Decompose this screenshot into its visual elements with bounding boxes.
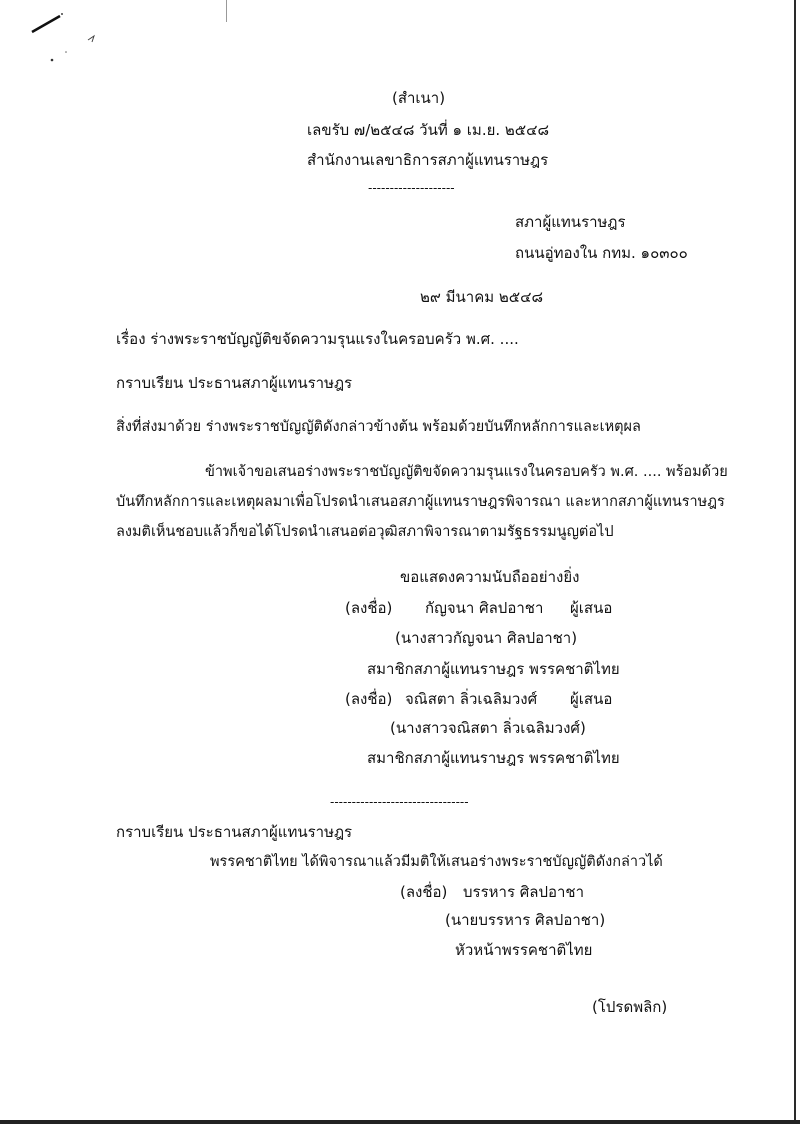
scan-mark-icon — [30, 6, 110, 66]
scan-fold-line — [226, 0, 227, 22]
party-full-name: (นายบรรหาร ศิลปอาชา) — [445, 911, 606, 929]
signer-1-sign-label: (ลงชื่อ) — [345, 599, 393, 617]
signer-1-position: สมาชิกสภาผู้แทนราษฎร พรรคชาติไทย — [367, 660, 620, 678]
signer-2-signature: จณิสตา ลิ่วเฉลิมวงศ์ — [405, 690, 538, 708]
signer-1-full-name: (นางสาวกัญจนา ศิลปอาชา) — [395, 629, 578, 647]
received-number: เลขรับ ๗/๒๕๔๘ วันที่ ๑ เม.ย. ๒๕๔๘ — [307, 121, 550, 139]
signer-2-role: ผู้เสนอ — [570, 690, 613, 708]
signer-2-sign-label: (ลงชื่อ) — [345, 690, 393, 708]
party-signature: บรรหาร ศิลปอาชา — [463, 883, 585, 901]
body-line-3: ลงมติเห็นชอบแล้วก็ขอได้โปรดนำเสนอต่อวุฒิสภาพิจารณาตามรัฐธรรมนูญต่อไป — [116, 524, 614, 540]
signer-2-full-name: (นางสาวจณิสตา ลิ่วเฉลิมวงศ์) — [390, 719, 586, 737]
scan-edge-bottom — [0, 1120, 800, 1124]
party-sign-label: (ลงชื่อ) — [400, 883, 448, 901]
signer-1-signature: กัญจนา ศิลปอาชา — [425, 599, 544, 617]
enclosure-line: สิ่งที่ส่งมาด้วย ร่างพระราชบัญญัติดังกล่าวข้างต้น พร้อมด้วยบันทึกหลักการและเหตุผล — [116, 419, 641, 435]
turn-over-note: (โปรดพลิก) — [592, 998, 668, 1016]
party-position: หัวหน้าพรรคชาติไทย — [455, 941, 593, 959]
party-salutation: กราบเรียน ประธานสภาผู้แทนราษฎร — [116, 823, 353, 841]
address-line-2: ถนนอู่ทองใน กทม. ๑๐๓๐๐ — [515, 244, 688, 262]
signer-1-role: ผู้เสนอ — [570, 599, 613, 617]
subject-line: เรื่อง ร่างพระราชบัญญัติขจัดความรุนแรงในครอบครัว พ.ศ. .... — [116, 330, 519, 348]
party-resolution: พรรคชาติไทย ได้พิจารณาแล้วมีมติให้เสนอร่างพระราชบัญญัติดังกล่าวได้ — [210, 854, 663, 870]
closing: ขอแสดงความนับถืออย่างยิ่ง — [400, 568, 580, 586]
section-divider: -------------------------------- — [330, 795, 469, 809]
letter-date: ๒๙ มีนาคม ๒๕๔๘ — [420, 288, 544, 306]
scan-edge-right — [794, 0, 796, 1124]
header-divider: -------------------- — [368, 181, 455, 195]
body-line-1: ข้าพเจ้าขอเสนอร่างพระราชบัญญัติขจัดความรุนแรงในครอบครัว พ.ศ. .... พร้อมด้วย — [205, 464, 728, 480]
signer-2-position: สมาชิกสภาผู้แทนราษฎร พรรคชาติไทย — [367, 749, 620, 767]
copy-mark: (สำเนา) — [392, 89, 446, 107]
salutation: กราบเรียน ประธานสภาผู้แทนราษฎร — [116, 374, 353, 392]
office-name: สำนักงานเลขาธิการสภาผู้แทนราษฎร — [307, 151, 549, 169]
address-line-1: สภาผู้แทนราษฎร — [515, 213, 626, 231]
body-line-2: บันทึกหลักการและเหตุผลมาเพื่อโปรดนำเสนอสภาผู้แทนราษฎรพิจารณา และหากสภาผู้แทนราษฎร — [116, 494, 725, 510]
